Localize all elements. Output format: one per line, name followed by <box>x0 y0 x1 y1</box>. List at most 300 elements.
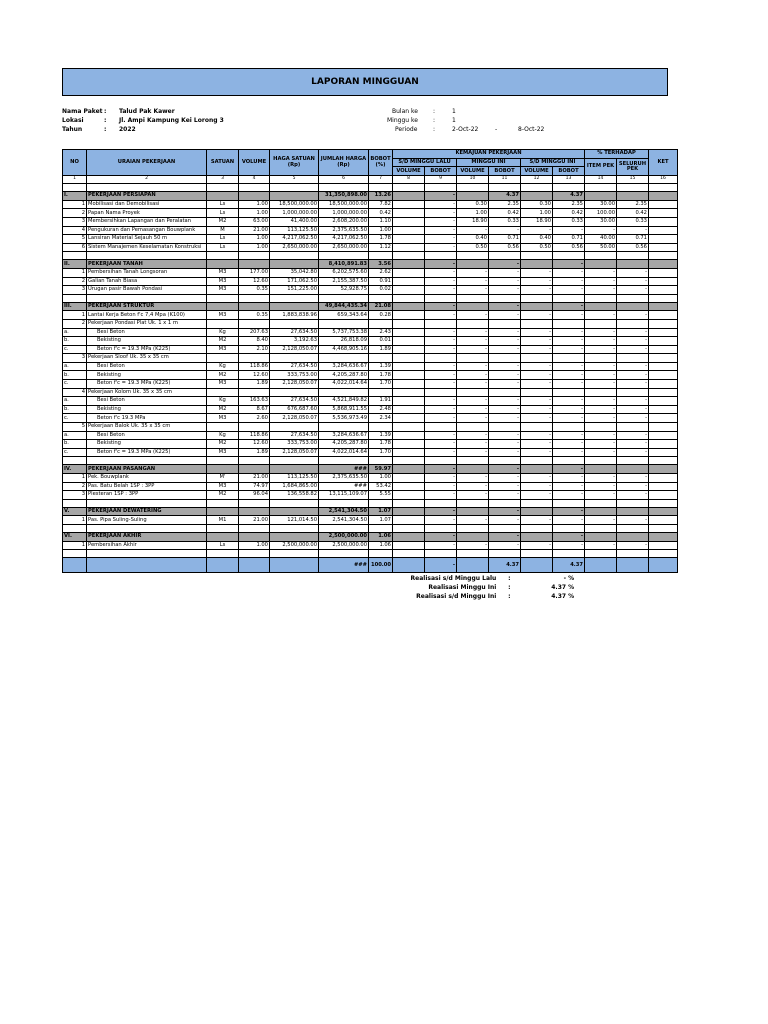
cell-b1: - <box>425 491 457 500</box>
cell-harga <box>270 423 319 432</box>
cell-b3: - <box>553 337 585 346</box>
cell-desc <box>87 499 207 507</box>
cell-v1 <box>393 465 425 474</box>
cell-jumlah <box>319 499 369 507</box>
cell-desc: Mobilisasi dan Demobilisasi <box>87 200 207 209</box>
cell-vol: 1.89 <box>239 448 270 457</box>
table-row <box>63 217 678 226</box>
cell-p2: - <box>617 311 649 320</box>
cell-desc: Galian Tanah Biasa <box>87 277 207 286</box>
cell-ket <box>649 362 678 371</box>
total-sat <box>207 558 239 573</box>
cell-ket <box>649 286 678 295</box>
cell-sat: M2 <box>207 371 239 380</box>
minggu-value: 1 <box>452 117 456 124</box>
col-volume: VOLUME <box>239 150 270 176</box>
cell-b3: - <box>553 268 585 277</box>
cell-bobot: 53.42 <box>369 482 393 491</box>
summary-value: - <box>563 575 567 583</box>
total-bobot: 100.00 <box>369 558 393 573</box>
cell-vol: 118.86 <box>239 431 270 440</box>
section-row <box>63 532 678 541</box>
col-vol-3: VOLUME <box>521 167 553 176</box>
cell-harga: 121,014.50 <box>270 516 319 525</box>
cell-jumlah: 2,500,000.00 <box>319 532 369 541</box>
cell-p1 <box>585 252 617 260</box>
cell-v3: 0.50 <box>521 243 553 252</box>
cell-v3 <box>521 294 553 302</box>
cell-b2 <box>489 524 521 532</box>
lokasi-colon: : <box>104 117 107 124</box>
cell-no: a. <box>63 328 87 337</box>
cell-b1 <box>425 252 457 260</box>
cell-no: a. <box>63 431 87 440</box>
cell-ket <box>649 302 678 311</box>
table-row <box>63 226 678 235</box>
cell-sat: M3 <box>207 482 239 491</box>
cell-p2 <box>617 499 649 507</box>
cell-desc: Bekisting <box>87 405 207 414</box>
cell-sat <box>207 192 239 201</box>
section-row <box>63 302 678 311</box>
cell-p2 <box>617 294 649 302</box>
column-number: 13 <box>553 176 585 184</box>
cell-harga: 171,062.50 <box>270 277 319 286</box>
cell-no: 3 <box>63 354 87 363</box>
cell-ket <box>649 499 678 507</box>
cell-vol <box>239 192 270 201</box>
cell-b3: 0.56 <box>553 243 585 252</box>
cell-b2: - <box>489 532 521 541</box>
cell-bobot: 1.70 <box>369 448 393 457</box>
cell-vol: 1.00 <box>239 243 270 252</box>
periode-dash: - <box>495 126 498 133</box>
total-v2 <box>457 558 489 573</box>
cell-b1: - <box>425 532 457 541</box>
cell-desc: Pas. Batu Belah 1SP : 3PP <box>87 482 207 491</box>
cell-ket <box>649 465 678 474</box>
cell-no: 4 <box>63 388 87 397</box>
cell-no <box>63 550 87 558</box>
cell-no: 2 <box>63 209 87 218</box>
cell-sat <box>207 524 239 532</box>
col-item-pek: ITEM PEK <box>585 158 617 176</box>
cell-v2: 0.40 <box>457 235 489 244</box>
cell-b2: - <box>489 397 521 406</box>
cell-b2 <box>489 319 521 328</box>
spacer-row <box>63 499 678 507</box>
cell-v3 <box>521 499 553 507</box>
cell-harga <box>270 524 319 532</box>
cell-desc: Lantai Kerja Beton f'c 7,4 Mpa (K100) <box>87 311 207 320</box>
cell-v2: - <box>457 440 489 449</box>
cell-v3 <box>521 319 553 328</box>
cell-v2: - <box>457 371 489 380</box>
cell-bobot: 1.78 <box>369 440 393 449</box>
realisasi-summary <box>62 573 668 603</box>
total-p2 <box>617 558 649 573</box>
cell-vol: 96.04 <box>239 491 270 500</box>
cell-no: 3 <box>63 217 87 226</box>
cell-ket <box>649 371 678 380</box>
cell-vol: 0.35 <box>239 286 270 295</box>
cell-desc <box>87 184 207 192</box>
cell-b2: - <box>489 414 521 423</box>
cell-bobot: 21.08 <box>369 302 393 311</box>
cell-p2: - <box>617 541 649 550</box>
cell-p1: - <box>585 448 617 457</box>
cell-p2: - <box>617 431 649 440</box>
total-p1 <box>585 558 617 573</box>
cell-b1 <box>425 457 457 465</box>
cell-harga <box>270 319 319 328</box>
cell-p1 <box>585 507 617 516</box>
column-number: 14 <box>585 176 617 184</box>
cell-p1 <box>585 354 617 363</box>
cell-b1: - <box>425 337 457 346</box>
cell-no <box>63 252 87 260</box>
cell-desc <box>87 294 207 302</box>
cell-p1: - <box>585 380 617 389</box>
summary-unit: % <box>568 575 575 583</box>
cell-p1: - <box>585 431 617 440</box>
cell-harga: 3,192.63 <box>270 337 319 346</box>
cell-sat: Ls <box>207 200 239 209</box>
cell-b1 <box>425 524 457 532</box>
cell-v3: 0.30 <box>521 200 553 209</box>
cell-vol <box>239 260 270 269</box>
cell-v3 <box>521 252 553 260</box>
cell-jumlah: 4,468,905.16 <box>319 345 369 354</box>
table-row <box>63 311 678 320</box>
cell-b3: - <box>553 311 585 320</box>
cell-b2: - <box>489 371 521 380</box>
cell-sat <box>207 507 239 516</box>
cell-v3: - <box>521 268 553 277</box>
cell-v1 <box>393 397 425 406</box>
cell-bobot: 0.42 <box>369 209 393 218</box>
cell-b1 <box>425 354 457 363</box>
cell-b2: - <box>489 541 521 550</box>
cell-v3: - <box>521 541 553 550</box>
cell-vol: 1.00 <box>239 541 270 550</box>
cell-v3 <box>521 184 553 192</box>
cell-b1: - <box>425 474 457 483</box>
cell-v3 <box>521 457 553 465</box>
cell-harga <box>270 507 319 516</box>
cell-v2: - <box>457 226 489 235</box>
cell-b3: - <box>553 302 585 311</box>
column-number: 10 <box>457 176 489 184</box>
cell-no: 3 <box>63 491 87 500</box>
cell-p2 <box>617 550 649 558</box>
cell-p2: - <box>617 328 649 337</box>
cell-v2 <box>457 550 489 558</box>
cell-v1 <box>393 184 425 192</box>
cell-desc <box>87 550 207 558</box>
cell-harga: 27,634.50 <box>270 397 319 406</box>
cell-b1: - <box>425 431 457 440</box>
cell-v3: 0.40 <box>521 235 553 244</box>
cell-b2: - <box>489 465 521 474</box>
cell-jumlah: 4,205,287.80 <box>319 440 369 449</box>
cell-p2 <box>617 192 649 201</box>
cell-p2 <box>617 184 649 192</box>
cell-v2 <box>457 457 489 465</box>
cell-p2: - <box>617 345 649 354</box>
cell-p1: - <box>585 482 617 491</box>
cell-jumlah: 18,500,000.00 <box>319 200 369 209</box>
paket-label: Nama Paket <box>62 108 103 115</box>
cell-no: 1 <box>63 474 87 483</box>
cell-v1 <box>393 532 425 541</box>
cell-jumlah: 2,608,200.00 <box>319 217 369 226</box>
cell-b3: 0.71 <box>553 235 585 244</box>
cell-ket <box>649 319 678 328</box>
project-info <box>62 108 668 142</box>
cell-sat <box>207 354 239 363</box>
cell-bobot <box>369 184 393 192</box>
cell-sat: M2 <box>207 217 239 226</box>
table-row <box>63 423 678 432</box>
cell-bobot <box>369 423 393 432</box>
cell-bobot <box>369 524 393 532</box>
cell-p1 <box>585 550 617 558</box>
cell-no: II. <box>63 260 87 269</box>
cell-b1: - <box>425 345 457 354</box>
cell-b3: - <box>553 465 585 474</box>
cell-b1 <box>425 294 457 302</box>
cell-no: I. <box>63 192 87 201</box>
cell-v3: - <box>521 448 553 457</box>
cell-b1: - <box>425 286 457 295</box>
cell-harga: 35,042.80 <box>270 268 319 277</box>
cell-sat <box>207 184 239 192</box>
cell-ket <box>649 217 678 226</box>
cell-ket <box>649 457 678 465</box>
cell-b1: - <box>425 217 457 226</box>
col-ket: KET <box>649 150 678 176</box>
cell-p2 <box>617 319 649 328</box>
col-bob-1: BOBOT <box>425 167 457 176</box>
cell-v1 <box>393 252 425 260</box>
cell-b1: - <box>425 405 457 414</box>
cell-harga <box>270 499 319 507</box>
cell-bobot: 3.56 <box>369 260 393 269</box>
col-kemajuan: KEMAJUAN PEKERJAAN <box>393 150 585 159</box>
periode-start: 2-Oct-22 <box>452 126 479 133</box>
cell-jumlah: 4,521,849.82 <box>319 397 369 406</box>
table-row <box>63 319 678 328</box>
cell-vol: 74.97 <box>239 482 270 491</box>
cell-ket <box>649 532 678 541</box>
cell-jumlah: 49,844,435.34 <box>319 302 369 311</box>
cell-v1 <box>393 507 425 516</box>
cell-sat <box>207 423 239 432</box>
cell-b3: - <box>553 345 585 354</box>
cell-ket <box>649 345 678 354</box>
cell-v1 <box>393 388 425 397</box>
cell-v3 <box>521 550 553 558</box>
cell-no <box>63 294 87 302</box>
cell-jumlah: 4,217,062.50 <box>319 235 369 244</box>
col-vol-2: VOLUME <box>457 167 489 176</box>
cell-vol <box>239 499 270 507</box>
cell-bobot <box>369 499 393 507</box>
cell-jumlah <box>319 524 369 532</box>
cell-b3 <box>553 388 585 397</box>
cell-desc: Pengukuran dan Pemasangan Bouwplank <box>87 226 207 235</box>
cell-b1: - <box>425 235 457 244</box>
cell-no: 2 <box>63 319 87 328</box>
cell-v2: - <box>457 380 489 389</box>
cell-p1: - <box>585 516 617 525</box>
table-row <box>63 286 678 295</box>
cell-desc: Beton f'c = 19.3 MPa (K225) <box>87 380 207 389</box>
cell-p1: 40.00 <box>585 235 617 244</box>
cell-vol: 12.60 <box>239 277 270 286</box>
periode-label: Periode <box>395 126 418 133</box>
cell-jumlah <box>319 423 369 432</box>
cell-harga: 2,128,050.07 <box>270 414 319 423</box>
cell-harga: 4,217,062.50 <box>270 235 319 244</box>
total-v3 <box>521 558 553 573</box>
cell-b2 <box>489 184 521 192</box>
cell-v3: - <box>521 397 553 406</box>
cell-bobot: 7.82 <box>369 200 393 209</box>
cell-b2: - <box>489 260 521 269</box>
cell-no <box>63 457 87 465</box>
cell-bobot <box>369 550 393 558</box>
cell-v3: - <box>521 286 553 295</box>
cell-b2: 0.56 <box>489 243 521 252</box>
cell-p1: - <box>585 405 617 414</box>
cell-sat: M3 <box>207 277 239 286</box>
cell-b2: - <box>489 311 521 320</box>
cell-harga: 151,225.00 <box>270 286 319 295</box>
cell-desc: Pembersihan Akhir <box>87 541 207 550</box>
cell-bobot: 1.39 <box>369 431 393 440</box>
cell-v2 <box>457 260 489 269</box>
cell-v1 <box>393 440 425 449</box>
cell-v2: - <box>457 268 489 277</box>
cell-p2: - <box>617 448 649 457</box>
cell-v3: - <box>521 380 553 389</box>
table-row <box>63 380 678 389</box>
cell-harga: 2,650,000.00 <box>270 243 319 252</box>
cell-bobot: 1.00 <box>369 226 393 235</box>
cell-harga <box>270 252 319 260</box>
cell-desc: PEKERJAAN PASANGAN <box>87 465 207 474</box>
cell-sat <box>207 499 239 507</box>
cell-v2: - <box>457 405 489 414</box>
cell-desc: Papan Nama Proyek <box>87 209 207 218</box>
cell-p1: - <box>585 328 617 337</box>
cell-p1 <box>585 499 617 507</box>
cell-no: b. <box>63 405 87 414</box>
cell-sat: Kg <box>207 431 239 440</box>
col-seluruh-pek: SELURUH PEK <box>617 158 649 176</box>
cell-b2 <box>489 423 521 432</box>
cell-harga: 1,684,865.00 <box>270 482 319 491</box>
cell-v2: 1.00 <box>457 209 489 218</box>
progress-table <box>62 149 678 573</box>
cell-sat: Kg <box>207 328 239 337</box>
cell-desc <box>87 524 207 532</box>
cell-bobot: 1.06 <box>369 532 393 541</box>
cell-ket <box>649 328 678 337</box>
bulan-colon: : <box>433 108 436 115</box>
total-b1: - <box>425 558 457 573</box>
cell-b3: - <box>553 226 585 235</box>
cell-v3: - <box>521 440 553 449</box>
cell-v1 <box>393 337 425 346</box>
cell-b2: 2.35 <box>489 200 521 209</box>
cell-p1: - <box>585 286 617 295</box>
cell-jumlah: 5,737,753.38 <box>319 328 369 337</box>
cell-vol <box>239 294 270 302</box>
cell-p2: - <box>617 516 649 525</box>
cell-vol: 8.40 <box>239 337 270 346</box>
summary-colon: : <box>508 593 511 601</box>
cell-b2: - <box>489 380 521 389</box>
cell-sat <box>207 532 239 541</box>
cell-v3 <box>521 302 553 311</box>
cell-v3: 18.90 <box>521 217 553 226</box>
cell-v1 <box>393 457 425 465</box>
cell-harga <box>270 550 319 558</box>
cell-desc: PEKERJAAN AKHIR <box>87 532 207 541</box>
cell-p2: - <box>617 397 649 406</box>
column-number: 5 <box>270 176 319 184</box>
cell-b1: - <box>425 209 457 218</box>
table-row <box>63 209 678 218</box>
cell-b3: - <box>553 431 585 440</box>
cell-bobot: 2.62 <box>369 268 393 277</box>
cell-sat: M <box>207 226 239 235</box>
table-row <box>63 482 678 491</box>
cell-v3 <box>521 423 553 432</box>
cell-b3 <box>553 423 585 432</box>
cell-v2 <box>457 388 489 397</box>
cell-ket <box>649 277 678 286</box>
cell-v1 <box>393 362 425 371</box>
cell-ket <box>649 226 678 235</box>
cell-v1 <box>393 260 425 269</box>
cell-jumlah: 13,115,109.07 <box>319 491 369 500</box>
cell-ket <box>649 209 678 218</box>
cell-p2 <box>617 302 649 311</box>
cell-v1 <box>393 302 425 311</box>
cell-desc: Pekerjaan Sloof Uk. 35 x 35 cm <box>87 354 207 363</box>
cell-ket <box>649 243 678 252</box>
col-vol-1: VOLUME <box>393 167 425 176</box>
cell-v2: - <box>457 362 489 371</box>
cell-p2: - <box>617 362 649 371</box>
cell-b2: - <box>489 328 521 337</box>
cell-v1 <box>393 550 425 558</box>
cell-jumlah <box>319 550 369 558</box>
cell-p2: - <box>617 440 649 449</box>
cell-ket <box>649 541 678 550</box>
cell-harga <box>270 388 319 397</box>
cell-b2 <box>489 550 521 558</box>
cell-harga <box>270 260 319 269</box>
cell-b3: 4.37 <box>553 192 585 201</box>
cell-b2: - <box>489 337 521 346</box>
tahun-colon: : <box>104 126 107 133</box>
cell-b1: - <box>425 414 457 423</box>
